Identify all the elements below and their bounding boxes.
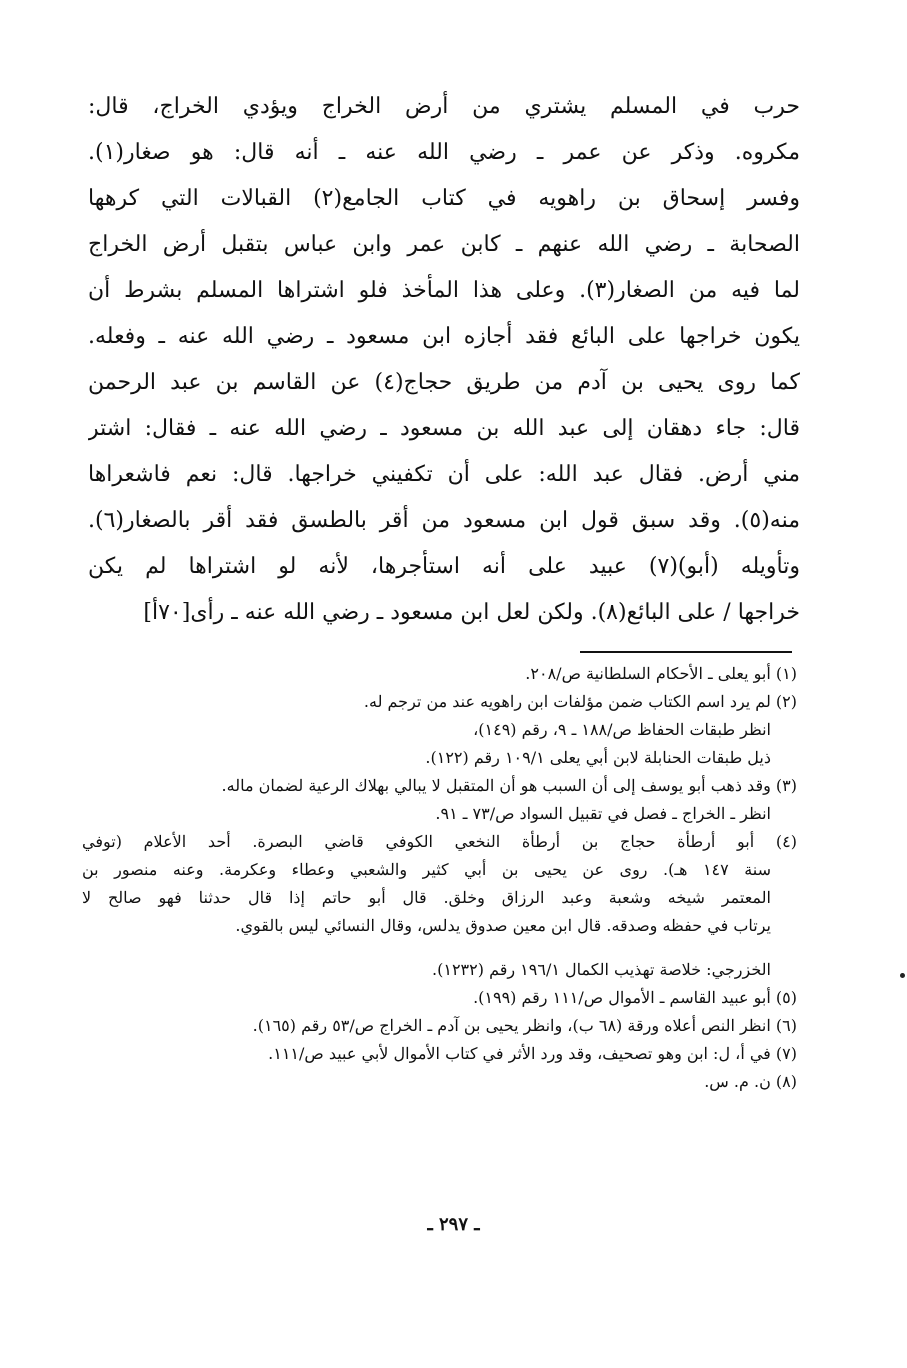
- footnote-4-cont: المعتمر شيخه وشعبة وعبد الرزاق وخلق. قال أبو حاتم إذا قال حدثنا فهو صالح لا: [82, 888, 771, 907]
- footnote-8: (٨) ن. م. س.: [704, 1072, 797, 1091]
- text-line: الصحابة ـ رضي الله عنهم ـ كابن عمر وابن عباس بتقبل أرض الخراج: [88, 232, 800, 257]
- footnote-7: (٧) في أ، ل: ابن وهو تصحيف، وقد ورد الأثر في كتاب الأموال لأبي عبيد ص/١١١.: [268, 1044, 797, 1063]
- text-line: قال: جاء دهقان إلى عبد الله بن مسعود ـ رضي الله عنه ـ فقال: اشتر: [88, 416, 800, 441]
- footnote-2-cont: ذيل طبقات الحنابلة لابن أبي يعلى ١٠٩/١ رقم (١٢٢).: [425, 748, 771, 767]
- text-line: لما فيه من الصغار(٣). وعلى هذا المأخذ فلو اشتراها المسلم بشرط أن: [88, 278, 800, 303]
- text-line: وتأويله (أبو)(٧) عبيد على أنه استأجرها، لأنه لو اشتراها لم يكن: [88, 554, 800, 579]
- footnote-separator: [580, 651, 792, 653]
- footnote-4-cont: سنة ١٤٧ هـ). روى عن يحيى بن أبي كثير والشعبي وعطاء وعكرمة. وعنه منصور بن: [82, 860, 772, 879]
- footnote-5: (٥) أبو عبيد القاسم ـ الأموال ص/١١١ رقم (١٩٩).: [473, 988, 797, 1007]
- text-line: حرب في المسلم يشتري من أرض الخراج ويؤدي الخراج، قال:: [88, 94, 800, 119]
- margin-dot: [900, 973, 905, 978]
- footnote-4-cont: يرتاب في حفظه وصدقه. قال ابن معين صدوق يدلس، وقال النسائي ليس بالقوي.: [235, 916, 771, 935]
- footnote-4: (٤) أبو أرطأة حجاج بن أرطأة النخعي الكوفي قاضي البصرة. أحد الأعلام (توفي: [82, 832, 797, 851]
- page-number: ـ ٢٩٧ ـ: [427, 1214, 480, 1235]
- text-line: يكون خراجها على البائع فقد أجازه ابن مسعود ـ رضي الله عنه ـ وفعله.: [88, 324, 800, 349]
- text-line: مكروه. وذكر عن عمر ـ رضي الله عنه ـ أنه قال: هو صغار(١).: [88, 140, 800, 165]
- text-line: خراجها / على البائع(٨). ولكن لعل ابن مسعود ـ رضي الله عنه ـ رأى[٧٠أ]: [143, 600, 800, 625]
- footnote-1: (١) أبو يعلى ـ الأحكام السلطانية ص/٢٠٨.: [525, 664, 797, 683]
- footnote-2-cont: انظر طبقات الحفاظ ص/١٨٨ ـ ٩، رقم (١٤٩)،: [473, 720, 771, 739]
- footnote-4-source: الخزرجي: خلاصة تهذيب الكمال ١٩٦/١ رقم (١٢٣٢).: [432, 960, 771, 979]
- text-line: وفسر إسحاق بن راهويه في كتاب الجامع(٢) القبالات التي كرهها: [88, 186, 800, 211]
- footnotes: [82, 660, 797, 1096]
- text-line: منه(٥). وقد سبق قول ابن مسعود من أقر بالطسق فقد أقر بالصغار(٦).: [88, 508, 800, 533]
- footnote-3-cont: انظر ـ الخراج ـ فصل في تقبيل السواد ص/٧٣ ـ ٩١.: [435, 804, 771, 823]
- text-line: مني أرض. فقال عبد الله: على أن تكفيني خراجها. قال: نعم فاشعراها: [88, 462, 800, 487]
- footnote-3: (٣) وقد ذهب أبو يوسف إلى أن السبب هو أن المتقبل لا يبالي بهلاك الرعية لضمان ماله.: [221, 776, 797, 795]
- footnote-6: (٦) انظر النص أعلاه ورقة (٦٨ ب)، وانظر يحيى بن آدم ـ الخراج ص/٥٣ رقم (١٦٥).: [252, 1016, 797, 1035]
- main-text: [88, 84, 800, 636]
- footnote-2: (٢) لم يرد اسم الكتاب ضمن مؤلفات ابن راهويه عند من ترجم له.: [363, 692, 797, 711]
- text-line: كما روى يحيى بن آدم من طريق حجاج(٤) عن القاسم بن عبد الرحمن: [88, 370, 800, 395]
